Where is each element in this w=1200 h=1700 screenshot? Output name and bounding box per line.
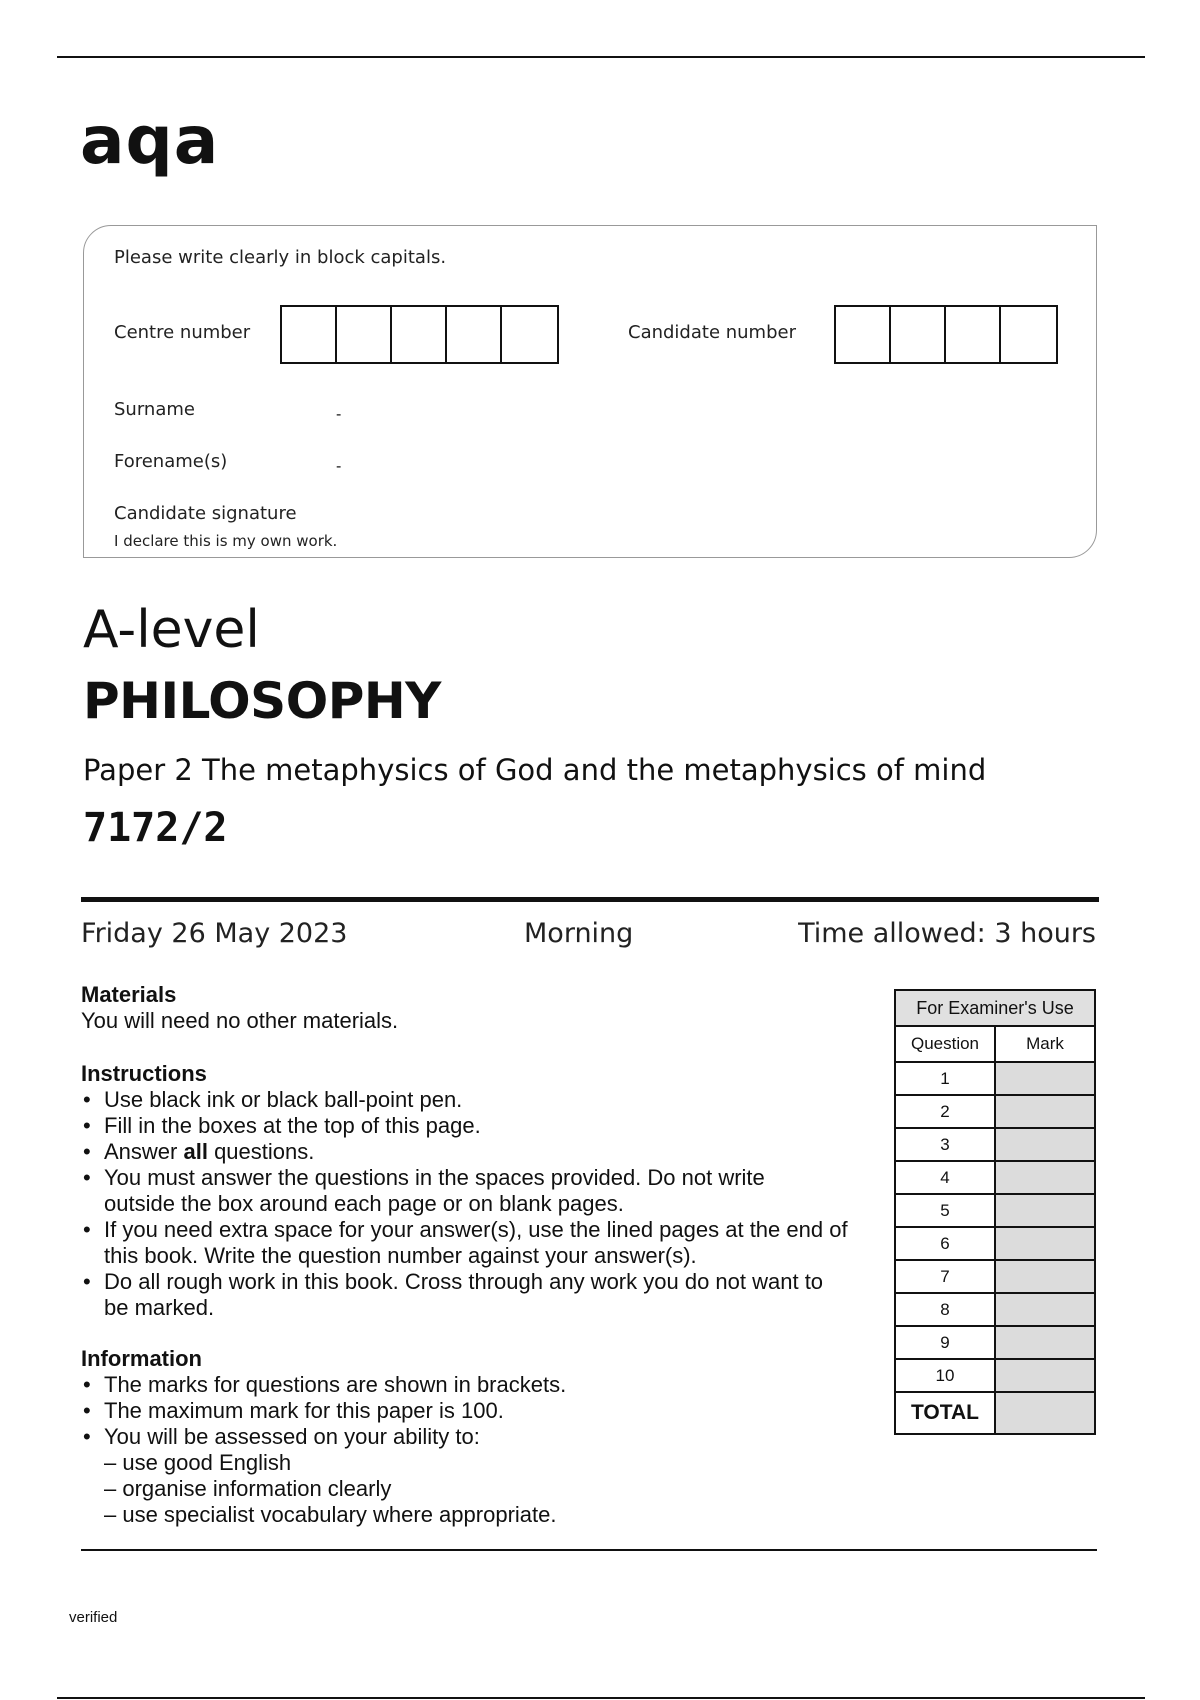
qualification-level: A-level xyxy=(83,600,260,660)
question-number: 3 xyxy=(895,1128,995,1161)
instruction-item: • You must answer the questions in the spaces provided. Do not write outside the box around each page or on blank pages. xyxy=(81,1165,784,1217)
question-number: 8 xyxy=(895,1293,995,1326)
information-subitem: – organise information clearly xyxy=(104,1476,392,1501)
instruction-item xyxy=(81,1139,871,1165)
question-number: 9 xyxy=(895,1326,995,1359)
mark-cell[interactable] xyxy=(995,1161,1095,1194)
information-item: • The marks for questions are shown in brackets. xyxy=(81,1372,881,1398)
footer-verified-text: verified xyxy=(69,1609,118,1626)
exam-session: Morning xyxy=(524,918,634,949)
information-item: • The maximum mark for this paper is 100. xyxy=(81,1398,881,1424)
information-subitem: – use specialist vocabulary where appropriate. xyxy=(104,1502,557,1527)
mark-cell[interactable] xyxy=(995,1293,1095,1326)
question-number: 4 xyxy=(895,1161,995,1194)
subject-title: PHILOSOPHY xyxy=(83,672,441,730)
centre-digit-box[interactable] xyxy=(282,307,337,362)
exam-date: Friday 26 May 2023 xyxy=(81,918,348,949)
question-column-header: Question xyxy=(895,1026,995,1062)
examiner-use-table xyxy=(894,989,1096,1435)
candidate-digit-box[interactable] xyxy=(836,307,891,362)
surname-field[interactable]: - xyxy=(336,406,342,423)
instruction-item: • Do all rough work in this book. Cross through any work you do not want to be marked. xyxy=(81,1269,844,1321)
surname-label: Surname xyxy=(114,399,195,420)
centre-digit-box[interactable] xyxy=(447,307,502,362)
mark-column-header: Mark xyxy=(995,1026,1095,1062)
mark-cell[interactable] xyxy=(995,1326,1095,1359)
information-item: • You will be assessed on your ability to: xyxy=(81,1424,881,1450)
centre-digit-box[interactable] xyxy=(392,307,447,362)
instruction-answer-pre: Answer xyxy=(104,1139,184,1164)
materials-heading: Materials xyxy=(81,982,177,1007)
mark-cell[interactable] xyxy=(995,1359,1095,1392)
question-number: 5 xyxy=(895,1194,995,1227)
candidate-number-label: Candidate number xyxy=(628,322,796,343)
centre-number-boxes[interactable] xyxy=(280,305,559,364)
question-number: 10 xyxy=(895,1359,995,1392)
instruction-answer-post: questions. xyxy=(207,1139,315,1164)
mark-cell[interactable] xyxy=(995,1095,1095,1128)
candidate-digit-box[interactable] xyxy=(891,307,946,362)
mark-cell[interactable] xyxy=(995,1260,1095,1293)
mark-cell[interactable] xyxy=(995,1128,1095,1161)
candidate-digit-box[interactable] xyxy=(946,307,1001,362)
declaration-text: I declare this is my own work. xyxy=(114,532,338,550)
centre-digit-box[interactable] xyxy=(502,307,557,362)
signature-label: Candidate signature xyxy=(114,503,297,524)
forename-field[interactable]: - xyxy=(336,458,342,475)
time-allowed: Time allowed: 3 hours xyxy=(798,918,1096,949)
candidate-digit-box[interactable] xyxy=(1001,307,1056,362)
question-number: 2 xyxy=(895,1095,995,1128)
thick-rule xyxy=(81,897,1099,902)
mark-cell[interactable] xyxy=(995,1227,1095,1260)
total-label: TOTAL xyxy=(895,1392,995,1434)
block-capitals-instruction: Please write clearly in block capitals. xyxy=(114,247,447,268)
instruction-answer-bold: all xyxy=(183,1139,208,1164)
paper-code: 7172/2 xyxy=(83,805,228,851)
mark-cell[interactable] xyxy=(995,1062,1095,1095)
question-number: 6 xyxy=(895,1227,995,1260)
aqa-logo: aqa xyxy=(80,102,220,179)
forename-label: Forename(s) xyxy=(114,451,228,472)
information-section xyxy=(81,1346,881,1528)
information-subitem: – use good English xyxy=(104,1450,292,1475)
section-rule xyxy=(81,1549,1097,1551)
question-number: 1 xyxy=(895,1062,995,1095)
top-rule xyxy=(57,56,1145,58)
instruction-item: • Fill in the boxes at the top of this page. xyxy=(81,1113,871,1139)
candidate-number-boxes[interactable] xyxy=(834,305,1058,364)
instruction-item: • If you need extra space for your answer(s), use the lined pages at the end of this book. Write the question number against your answer(s). xyxy=(81,1217,871,1269)
total-mark-cell[interactable] xyxy=(995,1392,1095,1434)
mark-cell[interactable] xyxy=(995,1194,1095,1227)
bottom-rule xyxy=(57,1697,1145,1699)
centre-number-label: Centre number xyxy=(114,322,251,343)
paper-title: Paper 2 The metaphysics of God and the metaphysics of mind xyxy=(83,753,987,787)
information-heading: Information xyxy=(81,1346,202,1371)
instructions-heading: Instructions xyxy=(81,1061,207,1086)
instructions-section xyxy=(81,1061,871,1321)
instruction-item: • Use black ink or black ball-point pen. xyxy=(81,1087,871,1113)
materials-section xyxy=(81,982,881,1034)
centre-digit-box[interactable] xyxy=(337,307,392,362)
materials-text: You will need no other materials. xyxy=(81,1008,399,1033)
question-number: 7 xyxy=(895,1260,995,1293)
examiner-table-heading: For Examiner's Use xyxy=(895,990,1095,1026)
